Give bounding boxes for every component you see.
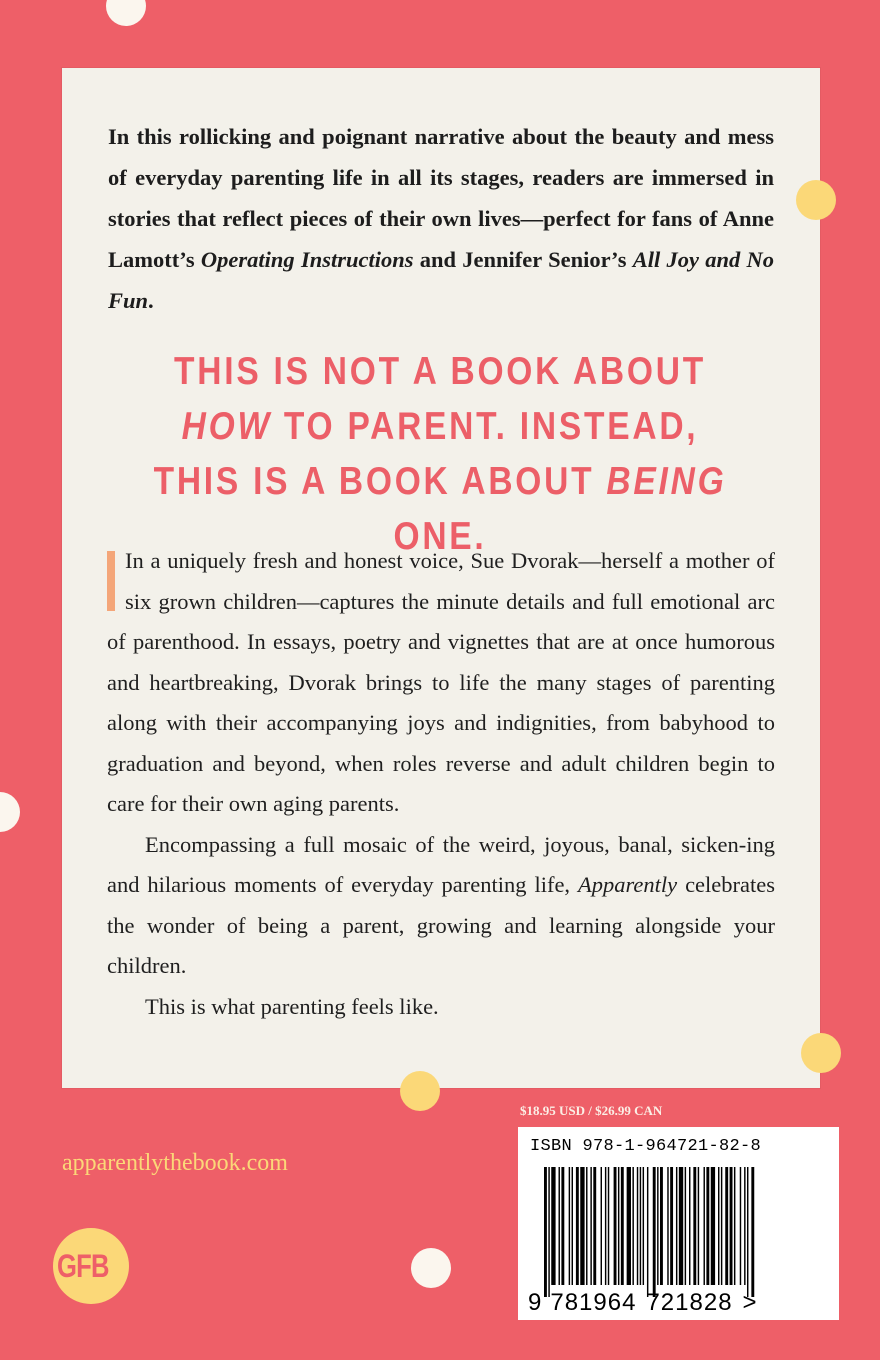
barcode-bar: [698, 1167, 699, 1285]
book-title-reference: All Joy and No Fun: [108, 247, 775, 313]
barcode-bar: [614, 1167, 617, 1285]
barcode-bar: [627, 1167, 631, 1285]
barcode-bar: [551, 1167, 555, 1285]
barcode-bar: [667, 1167, 668, 1285]
barcode-bar: [751, 1167, 754, 1297]
decorative-dot: [400, 1071, 440, 1111]
barcode-bar: [730, 1167, 733, 1285]
decorative-dot: [106, 0, 146, 26]
barcode-bar: [590, 1167, 591, 1285]
barcode-bar: [601, 1167, 602, 1285]
book-title-reference: Apparently: [578, 872, 678, 897]
barcode-bar: [689, 1167, 690, 1285]
barcode-bar: [725, 1167, 728, 1285]
barcode-bar: [632, 1167, 633, 1285]
description-body: [107, 541, 775, 1027]
barcode-bar: [721, 1167, 722, 1285]
barcode-bar: [679, 1167, 683, 1285]
barcode-bar: [685, 1167, 686, 1285]
isbn-barcode: [518, 1127, 839, 1320]
barcode-bar: [637, 1167, 638, 1285]
barcode-bar: [706, 1167, 709, 1285]
intro-blurb: In this rollicking and poignant narrative about the beauty and mess of everyday parenting life in all its stages, readers are immersed in stories that reflect pieces of their own lives—perfect for fans of Anne Lamott’s Operating Instructions and Jennifer Senior’s All Joy and No Fun.: [108, 124, 775, 313]
barcode-digits: 9 781964 721828 >: [528, 1289, 758, 1316]
barcode-bar: [548, 1167, 549, 1297]
decorative-dot: [796, 180, 836, 220]
barcode-bar: [544, 1167, 547, 1297]
description-paragraph: In a uniquely fresh and honest voice, Sue Dvorak—herself a mother of six grown children—captures the minute details and full emotional arc of parenthood. In essays, poetry and vignettes that are at once humorous and heartbreaking, Dvorak brings to life the many stages of parenting along with their accompanying joys and indignities, from babyhood to graduation and beyond, when roles reverse and adult children begin to care for their own aging parents.: [107, 548, 775, 816]
barcode-bar: [657, 1167, 658, 1285]
tagline-heading: THIS IS NOT A BOOK ABOUT HOW TO PARENT. INSTEAD, THIS IS A BOOK ABOUT BEING ONE.: [153, 350, 727, 558]
book-title-reference: Operating Instructions: [200, 247, 414, 272]
barcode-bar: [593, 1167, 596, 1285]
barcode-bar: [718, 1167, 719, 1285]
barcode-bar: [580, 1167, 584, 1285]
barcode-bar: [561, 1167, 564, 1285]
barcode-bar: [618, 1167, 619, 1285]
barcode-bar: [744, 1167, 745, 1285]
barcode-bar: [711, 1167, 715, 1285]
barcode-bar: [559, 1167, 560, 1285]
barcode-bar: [640, 1167, 641, 1285]
barcode-bar: [569, 1167, 570, 1285]
barcode-bar: [693, 1167, 696, 1285]
decorative-dot: [411, 1248, 451, 1288]
barcode-bar: [734, 1167, 735, 1285]
barcode-bar: [605, 1167, 606, 1285]
closing-line: This is what parenting feels like.: [145, 993, 439, 1019]
barcode-bar: [704, 1167, 705, 1285]
barcode-bar: [660, 1167, 663, 1285]
barcode-bar: [676, 1167, 677, 1285]
barcode-bar: [572, 1167, 573, 1285]
barcode-bars: [544, 1167, 816, 1297]
barcode-bar: [608, 1167, 609, 1285]
website-link[interactable]: apparentlythebook.com: [62, 1150, 288, 1176]
barcode-bar: [647, 1167, 648, 1297]
barcode-bar: [747, 1167, 748, 1297]
description-paragraph: Encompassing a full mosaic of the weird, joyous, banal, sicken-ing and hilarious moments of everyday parenting life, Apparently celebrates the wonder of being a parent, growing and learning alongside your children.: [107, 831, 776, 978]
publisher-logo: GFB: [53, 1228, 129, 1304]
barcode-bar: [740, 1167, 741, 1285]
isbn-text: ISBN 978-1-964721-82-8: [530, 1137, 762, 1156]
dropcap-bar: [107, 551, 115, 611]
barcode-bar: [621, 1167, 624, 1285]
barcode-bar: [670, 1167, 673, 1285]
price-label: $18.95 USD / $26.99 CAN: [520, 1103, 663, 1118]
barcode-bar: [576, 1167, 579, 1285]
barcode-bar: [643, 1167, 644, 1285]
barcode-bar: [586, 1167, 587, 1285]
barcode-bar: [653, 1167, 656, 1297]
decorative-dot: [0, 792, 20, 832]
decorative-dot: [801, 1033, 841, 1073]
